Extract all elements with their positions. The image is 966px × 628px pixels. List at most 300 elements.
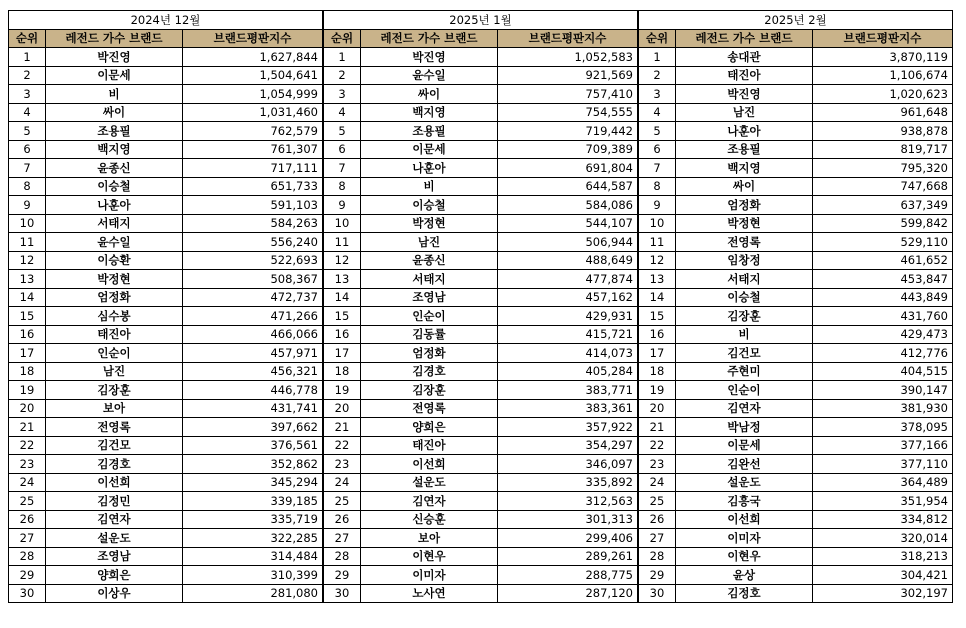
- score-cell: 457,162: [498, 288, 638, 307]
- name-cell: 박진영: [676, 85, 813, 104]
- score-cell: 415,721: [498, 325, 638, 344]
- table-row: [324, 547, 638, 566]
- table-row: [9, 288, 323, 307]
- rank-cell: 13: [9, 270, 46, 289]
- score-cell: 472,737: [183, 288, 323, 307]
- table-row: [324, 362, 638, 381]
- table-row: [324, 288, 638, 307]
- rank-cell: 23: [9, 455, 46, 474]
- rank-cell: 18: [324, 362, 361, 381]
- rank-cell: 14: [9, 288, 46, 307]
- score-cell: 429,931: [498, 307, 638, 326]
- score-cell: 457,971: [183, 344, 323, 363]
- score-cell: 584,263: [183, 214, 323, 233]
- table-row: [9, 307, 323, 326]
- score-cell: 289,261: [498, 547, 638, 566]
- rank-cell: 8: [324, 177, 361, 196]
- table-row: [9, 177, 323, 196]
- table-row: [639, 196, 953, 215]
- table-row: [9, 325, 323, 344]
- score-cell: 466,066: [183, 325, 323, 344]
- name-cell: 윤종신: [361, 251, 498, 270]
- name-cell: 백지영: [361, 103, 498, 122]
- table-row: [639, 270, 953, 289]
- score-cell: 754,555: [498, 103, 638, 122]
- table-row: [9, 214, 323, 233]
- score-cell: 961,648: [813, 103, 953, 122]
- score-cell: 352,862: [183, 455, 323, 474]
- rank-cell: 29: [639, 566, 676, 585]
- score-cell: 288,775: [498, 566, 638, 585]
- score-cell: 287,120: [498, 584, 638, 603]
- table-row: [9, 584, 323, 603]
- table-row: [9, 566, 323, 585]
- score-cell: 761,307: [183, 140, 323, 159]
- score-cell: 446,778: [183, 381, 323, 400]
- name-cell: 양희은: [46, 566, 183, 585]
- score-cell: 339,185: [183, 492, 323, 511]
- score-cell: 3,870,119: [813, 48, 953, 67]
- score-cell: 299,406: [498, 529, 638, 548]
- name-cell: 조영남: [46, 547, 183, 566]
- name-cell: 윤수일: [46, 233, 183, 252]
- score-cell: 584,086: [498, 196, 638, 215]
- score-cell: 376,561: [183, 436, 323, 455]
- name-cell: 김연자: [361, 492, 498, 511]
- rank-cell: 24: [639, 473, 676, 492]
- rank-cell: 22: [9, 436, 46, 455]
- rank-cell: 25: [324, 492, 361, 511]
- score-cell: 1,031,460: [183, 103, 323, 122]
- name-cell: 이승철: [46, 177, 183, 196]
- table-row: [9, 85, 323, 104]
- table-row: [639, 418, 953, 437]
- rank-cell: 17: [9, 344, 46, 363]
- rank-cell: 8: [9, 177, 46, 196]
- rank-cell: 4: [9, 103, 46, 122]
- name-cell: 남진: [361, 233, 498, 252]
- name-cell: 인순이: [676, 381, 813, 400]
- score-cell: 757,410: [498, 85, 638, 104]
- table-row: [639, 547, 953, 566]
- name-cell: 박진영: [361, 48, 498, 67]
- score-cell: 335,719: [183, 510, 323, 529]
- name-cell: 백지영: [46, 140, 183, 159]
- rank-cell: 20: [324, 399, 361, 418]
- table-row: [9, 455, 323, 474]
- name-cell: 설운도: [676, 473, 813, 492]
- score-cell: 508,367: [183, 270, 323, 289]
- table-row: [639, 510, 953, 529]
- name-cell: 싸이: [676, 177, 813, 196]
- rank-cell: 11: [9, 233, 46, 252]
- score-cell: 351,954: [813, 492, 953, 511]
- name-cell: 이문세: [46, 66, 183, 85]
- table-row: [324, 214, 638, 233]
- name-cell: 김흥국: [676, 492, 813, 511]
- name-cell: 이미자: [361, 566, 498, 585]
- score-column-header: 브랜드평판지수: [183, 29, 323, 48]
- name-cell: 김장훈: [361, 381, 498, 400]
- score-cell: 346,097: [498, 455, 638, 474]
- name-cell: 이선희: [46, 473, 183, 492]
- score-cell: 1,106,674: [813, 66, 953, 85]
- rank-cell: 20: [9, 399, 46, 418]
- table-row: [9, 399, 323, 418]
- table-row: [324, 103, 638, 122]
- score-cell: 938,878: [813, 122, 953, 141]
- rank-cell: 9: [639, 196, 676, 215]
- table-row: [9, 122, 323, 141]
- name-cell: 이선희: [676, 510, 813, 529]
- score-cell: 471,266: [183, 307, 323, 326]
- name-cell: 양희은: [361, 418, 498, 437]
- rank-cell: 30: [9, 584, 46, 603]
- name-cell: 박정현: [46, 270, 183, 289]
- rank-cell: 8: [639, 177, 676, 196]
- name-cell: 임창정: [676, 251, 813, 270]
- table-row: [9, 344, 323, 363]
- score-cell: 819,717: [813, 140, 953, 159]
- table-row: [9, 473, 323, 492]
- rank-cell: 6: [324, 140, 361, 159]
- name-cell: 인순이: [46, 344, 183, 363]
- rank-cell: 21: [9, 418, 46, 437]
- rank-cell: 21: [324, 418, 361, 437]
- table-row: [324, 270, 638, 289]
- table-row: [324, 233, 638, 252]
- table-row: [324, 196, 638, 215]
- rank-cell: 28: [324, 547, 361, 566]
- table-row: [639, 566, 953, 585]
- name-cell: 조용필: [676, 140, 813, 159]
- score-cell: 1,504,641: [183, 66, 323, 85]
- rank-column-header: 순위: [324, 29, 361, 48]
- name-cell: 윤수일: [361, 66, 498, 85]
- score-cell: 301,313: [498, 510, 638, 529]
- table-row: [639, 473, 953, 492]
- score-cell: 591,103: [183, 196, 323, 215]
- score-cell: 414,073: [498, 344, 638, 363]
- table-row: [639, 399, 953, 418]
- name-cell: 조용필: [361, 122, 498, 141]
- rank-cell: 13: [324, 270, 361, 289]
- score-cell: 381,930: [813, 399, 953, 418]
- score-cell: 378,095: [813, 418, 953, 437]
- rank-cell: 29: [9, 566, 46, 585]
- rank-cell: 17: [324, 344, 361, 363]
- name-cell: 김연자: [676, 399, 813, 418]
- rank-cell: 29: [324, 566, 361, 585]
- rank-cell: 12: [9, 251, 46, 270]
- name-column-header: 레전드 가수 브랜드: [361, 29, 498, 48]
- score-cell: 364,489: [813, 473, 953, 492]
- name-cell: 김정민: [46, 492, 183, 511]
- table-row: [9, 418, 323, 437]
- name-cell: 김연자: [46, 510, 183, 529]
- rank-cell: 11: [324, 233, 361, 252]
- name-cell: 엄정화: [361, 344, 498, 363]
- name-cell: 이승환: [46, 251, 183, 270]
- score-cell: 477,874: [498, 270, 638, 289]
- rank-cell: 27: [639, 529, 676, 548]
- rank-cell: 12: [324, 251, 361, 270]
- table-row: [9, 362, 323, 381]
- name-cell: 태진아: [46, 325, 183, 344]
- rank-cell: 18: [9, 362, 46, 381]
- score-cell: 795,320: [813, 159, 953, 178]
- score-cell: 320,014: [813, 529, 953, 548]
- table-row: [639, 325, 953, 344]
- name-cell: 김완선: [676, 455, 813, 474]
- table-row: [639, 362, 953, 381]
- rank-cell: 26: [324, 510, 361, 529]
- table-row: [639, 436, 953, 455]
- score-cell: 404,515: [813, 362, 953, 381]
- score-cell: 1,020,623: [813, 85, 953, 104]
- name-cell: 남진: [46, 362, 183, 381]
- rank-cell: 27: [324, 529, 361, 548]
- score-cell: 334,812: [813, 510, 953, 529]
- score-cell: 717,111: [183, 159, 323, 178]
- rank-cell: 30: [639, 584, 676, 603]
- score-cell: 377,166: [813, 436, 953, 455]
- name-cell: 비: [46, 85, 183, 104]
- ranking-table-2: [323, 10, 638, 603]
- score-cell: 644,587: [498, 177, 638, 196]
- rank-cell: 26: [9, 510, 46, 529]
- table-row: [639, 381, 953, 400]
- name-cell: 서태지: [46, 214, 183, 233]
- score-cell: 335,892: [498, 473, 638, 492]
- rank-cell: 15: [9, 307, 46, 326]
- rank-cell: 22: [639, 436, 676, 455]
- table-row: [639, 584, 953, 603]
- table-row: [639, 85, 953, 104]
- name-cell: 김장훈: [676, 307, 813, 326]
- rank-cell: 3: [324, 85, 361, 104]
- table-row: [324, 473, 638, 492]
- name-cell: 설운도: [361, 473, 498, 492]
- rank-cell: 14: [324, 288, 361, 307]
- rank-cell: 23: [324, 455, 361, 474]
- table-row: [639, 177, 953, 196]
- rank-cell: 2: [324, 66, 361, 85]
- name-cell: 송대관: [676, 48, 813, 67]
- rank-cell: 3: [639, 85, 676, 104]
- rank-cell: 16: [639, 325, 676, 344]
- table-row: [324, 48, 638, 67]
- score-cell: 691,804: [498, 159, 638, 178]
- table-row: [324, 307, 638, 326]
- score-cell: 443,849: [813, 288, 953, 307]
- table-row: [324, 529, 638, 548]
- table-row: [639, 103, 953, 122]
- rank-cell: 26: [639, 510, 676, 529]
- rank-cell: 28: [9, 547, 46, 566]
- score-cell: 383,771: [498, 381, 638, 400]
- rank-cell: 23: [639, 455, 676, 474]
- table-row: [324, 177, 638, 196]
- name-cell: 이문세: [361, 140, 498, 159]
- table-row: [639, 307, 953, 326]
- score-cell: 405,284: [498, 362, 638, 381]
- name-cell: 나훈아: [361, 159, 498, 178]
- score-cell: 556,240: [183, 233, 323, 252]
- name-cell: 전영록: [676, 233, 813, 252]
- name-cell: 인순이: [361, 307, 498, 326]
- score-cell: 651,733: [183, 177, 323, 196]
- name-cell: 태진아: [676, 66, 813, 85]
- rank-cell: 18: [639, 362, 676, 381]
- table-row: [324, 566, 638, 585]
- name-cell: 싸이: [46, 103, 183, 122]
- rank-cell: 25: [9, 492, 46, 511]
- name-cell: 나훈아: [676, 122, 813, 141]
- table-row: [639, 288, 953, 307]
- name-cell: 김정호: [676, 584, 813, 603]
- table-row: [324, 66, 638, 85]
- name-cell: 조영남: [361, 288, 498, 307]
- table-row: [324, 325, 638, 344]
- name-column-header: 레전드 가수 브랜드: [46, 29, 183, 48]
- ranking-table-1: [8, 10, 323, 603]
- rank-cell: 12: [639, 251, 676, 270]
- name-cell: 이현우: [676, 547, 813, 566]
- table-row: [9, 159, 323, 178]
- table-row: [9, 48, 323, 67]
- name-cell: 백지영: [676, 159, 813, 178]
- score-cell: 345,294: [183, 473, 323, 492]
- rank-cell: 1: [639, 48, 676, 67]
- score-cell: 529,110: [813, 233, 953, 252]
- name-cell: 이문세: [676, 436, 813, 455]
- table-row: [9, 547, 323, 566]
- score-cell: 383,361: [498, 399, 638, 418]
- score-cell: 719,442: [498, 122, 638, 141]
- rank-cell: 7: [324, 159, 361, 178]
- score-cell: 488,649: [498, 251, 638, 270]
- name-cell: 노사연: [361, 584, 498, 603]
- rank-cell: 19: [639, 381, 676, 400]
- score-cell: 709,389: [498, 140, 638, 159]
- rank-cell: 24: [9, 473, 46, 492]
- table-row: [9, 66, 323, 85]
- table-row: [639, 344, 953, 363]
- name-cell: 김경호: [46, 455, 183, 474]
- score-cell: 314,484: [183, 547, 323, 566]
- score-cell: 461,652: [813, 251, 953, 270]
- rank-cell: 3: [9, 85, 46, 104]
- name-cell: 엄정화: [46, 288, 183, 307]
- rank-cell: 27: [9, 529, 46, 548]
- table-row: [324, 492, 638, 511]
- table-row: [324, 122, 638, 141]
- table-row: [324, 381, 638, 400]
- rank-cell: 21: [639, 418, 676, 437]
- name-cell: 심수봉: [46, 307, 183, 326]
- table-row: [324, 251, 638, 270]
- table-row: [9, 270, 323, 289]
- name-cell: 이승철: [361, 196, 498, 215]
- name-cell: 박정현: [361, 214, 498, 233]
- table-row: [324, 584, 638, 603]
- rank-cell: 10: [9, 214, 46, 233]
- rank-cell: 15: [324, 307, 361, 326]
- score-cell: 431,760: [813, 307, 953, 326]
- name-cell: 김경호: [361, 362, 498, 381]
- table-row: [9, 510, 323, 529]
- rank-cell: 16: [324, 325, 361, 344]
- name-cell: 이현우: [361, 547, 498, 566]
- ranking-tables: [8, 10, 953, 603]
- rank-cell: 19: [9, 381, 46, 400]
- rank-cell: 25: [639, 492, 676, 511]
- table-row: [639, 214, 953, 233]
- rank-cell: 10: [639, 214, 676, 233]
- name-cell: 김장훈: [46, 381, 183, 400]
- name-cell: 비: [361, 177, 498, 196]
- name-cell: 이상우: [46, 584, 183, 603]
- rank-cell: 28: [639, 547, 676, 566]
- table-row: [324, 510, 638, 529]
- table-row: [324, 344, 638, 363]
- score-cell: 322,285: [183, 529, 323, 548]
- table-row: [639, 48, 953, 67]
- name-cell: 윤종신: [46, 159, 183, 178]
- name-cell: 나훈아: [46, 196, 183, 215]
- name-cell: 설운도: [46, 529, 183, 548]
- table-row: [324, 85, 638, 104]
- score-cell: 412,776: [813, 344, 953, 363]
- table-row: [9, 381, 323, 400]
- rank-cell: 1: [324, 48, 361, 67]
- table-row: [639, 66, 953, 85]
- name-cell: 박정현: [676, 214, 813, 233]
- table-row: [639, 455, 953, 474]
- table-row: [9, 529, 323, 548]
- score-cell: 599,842: [813, 214, 953, 233]
- name-cell: 전영록: [361, 399, 498, 418]
- name-cell: 이미자: [676, 529, 813, 548]
- rank-cell: 9: [9, 196, 46, 215]
- score-cell: 747,668: [813, 177, 953, 196]
- score-cell: 429,473: [813, 325, 953, 344]
- rank-cell: 5: [9, 122, 46, 141]
- score-cell: 453,847: [813, 270, 953, 289]
- rank-cell: 24: [324, 473, 361, 492]
- name-cell: 엄정화: [676, 196, 813, 215]
- score-cell: 310,399: [183, 566, 323, 585]
- name-cell: 전영록: [46, 418, 183, 437]
- score-cell: 354,297: [498, 436, 638, 455]
- name-cell: 김동률: [361, 325, 498, 344]
- name-cell: 조용필: [46, 122, 183, 141]
- rank-cell: 11: [639, 233, 676, 252]
- score-cell: 1,054,999: [183, 85, 323, 104]
- rank-cell: 9: [324, 196, 361, 215]
- rank-cell: 5: [639, 122, 676, 141]
- score-cell: 377,110: [813, 455, 953, 474]
- name-cell: 남진: [676, 103, 813, 122]
- table-row: [639, 122, 953, 141]
- score-cell: 506,944: [498, 233, 638, 252]
- score-cell: 390,147: [813, 381, 953, 400]
- table-row: [324, 436, 638, 455]
- name-cell: 신승훈: [361, 510, 498, 529]
- rank-cell: 7: [9, 159, 46, 178]
- name-cell: 보아: [46, 399, 183, 418]
